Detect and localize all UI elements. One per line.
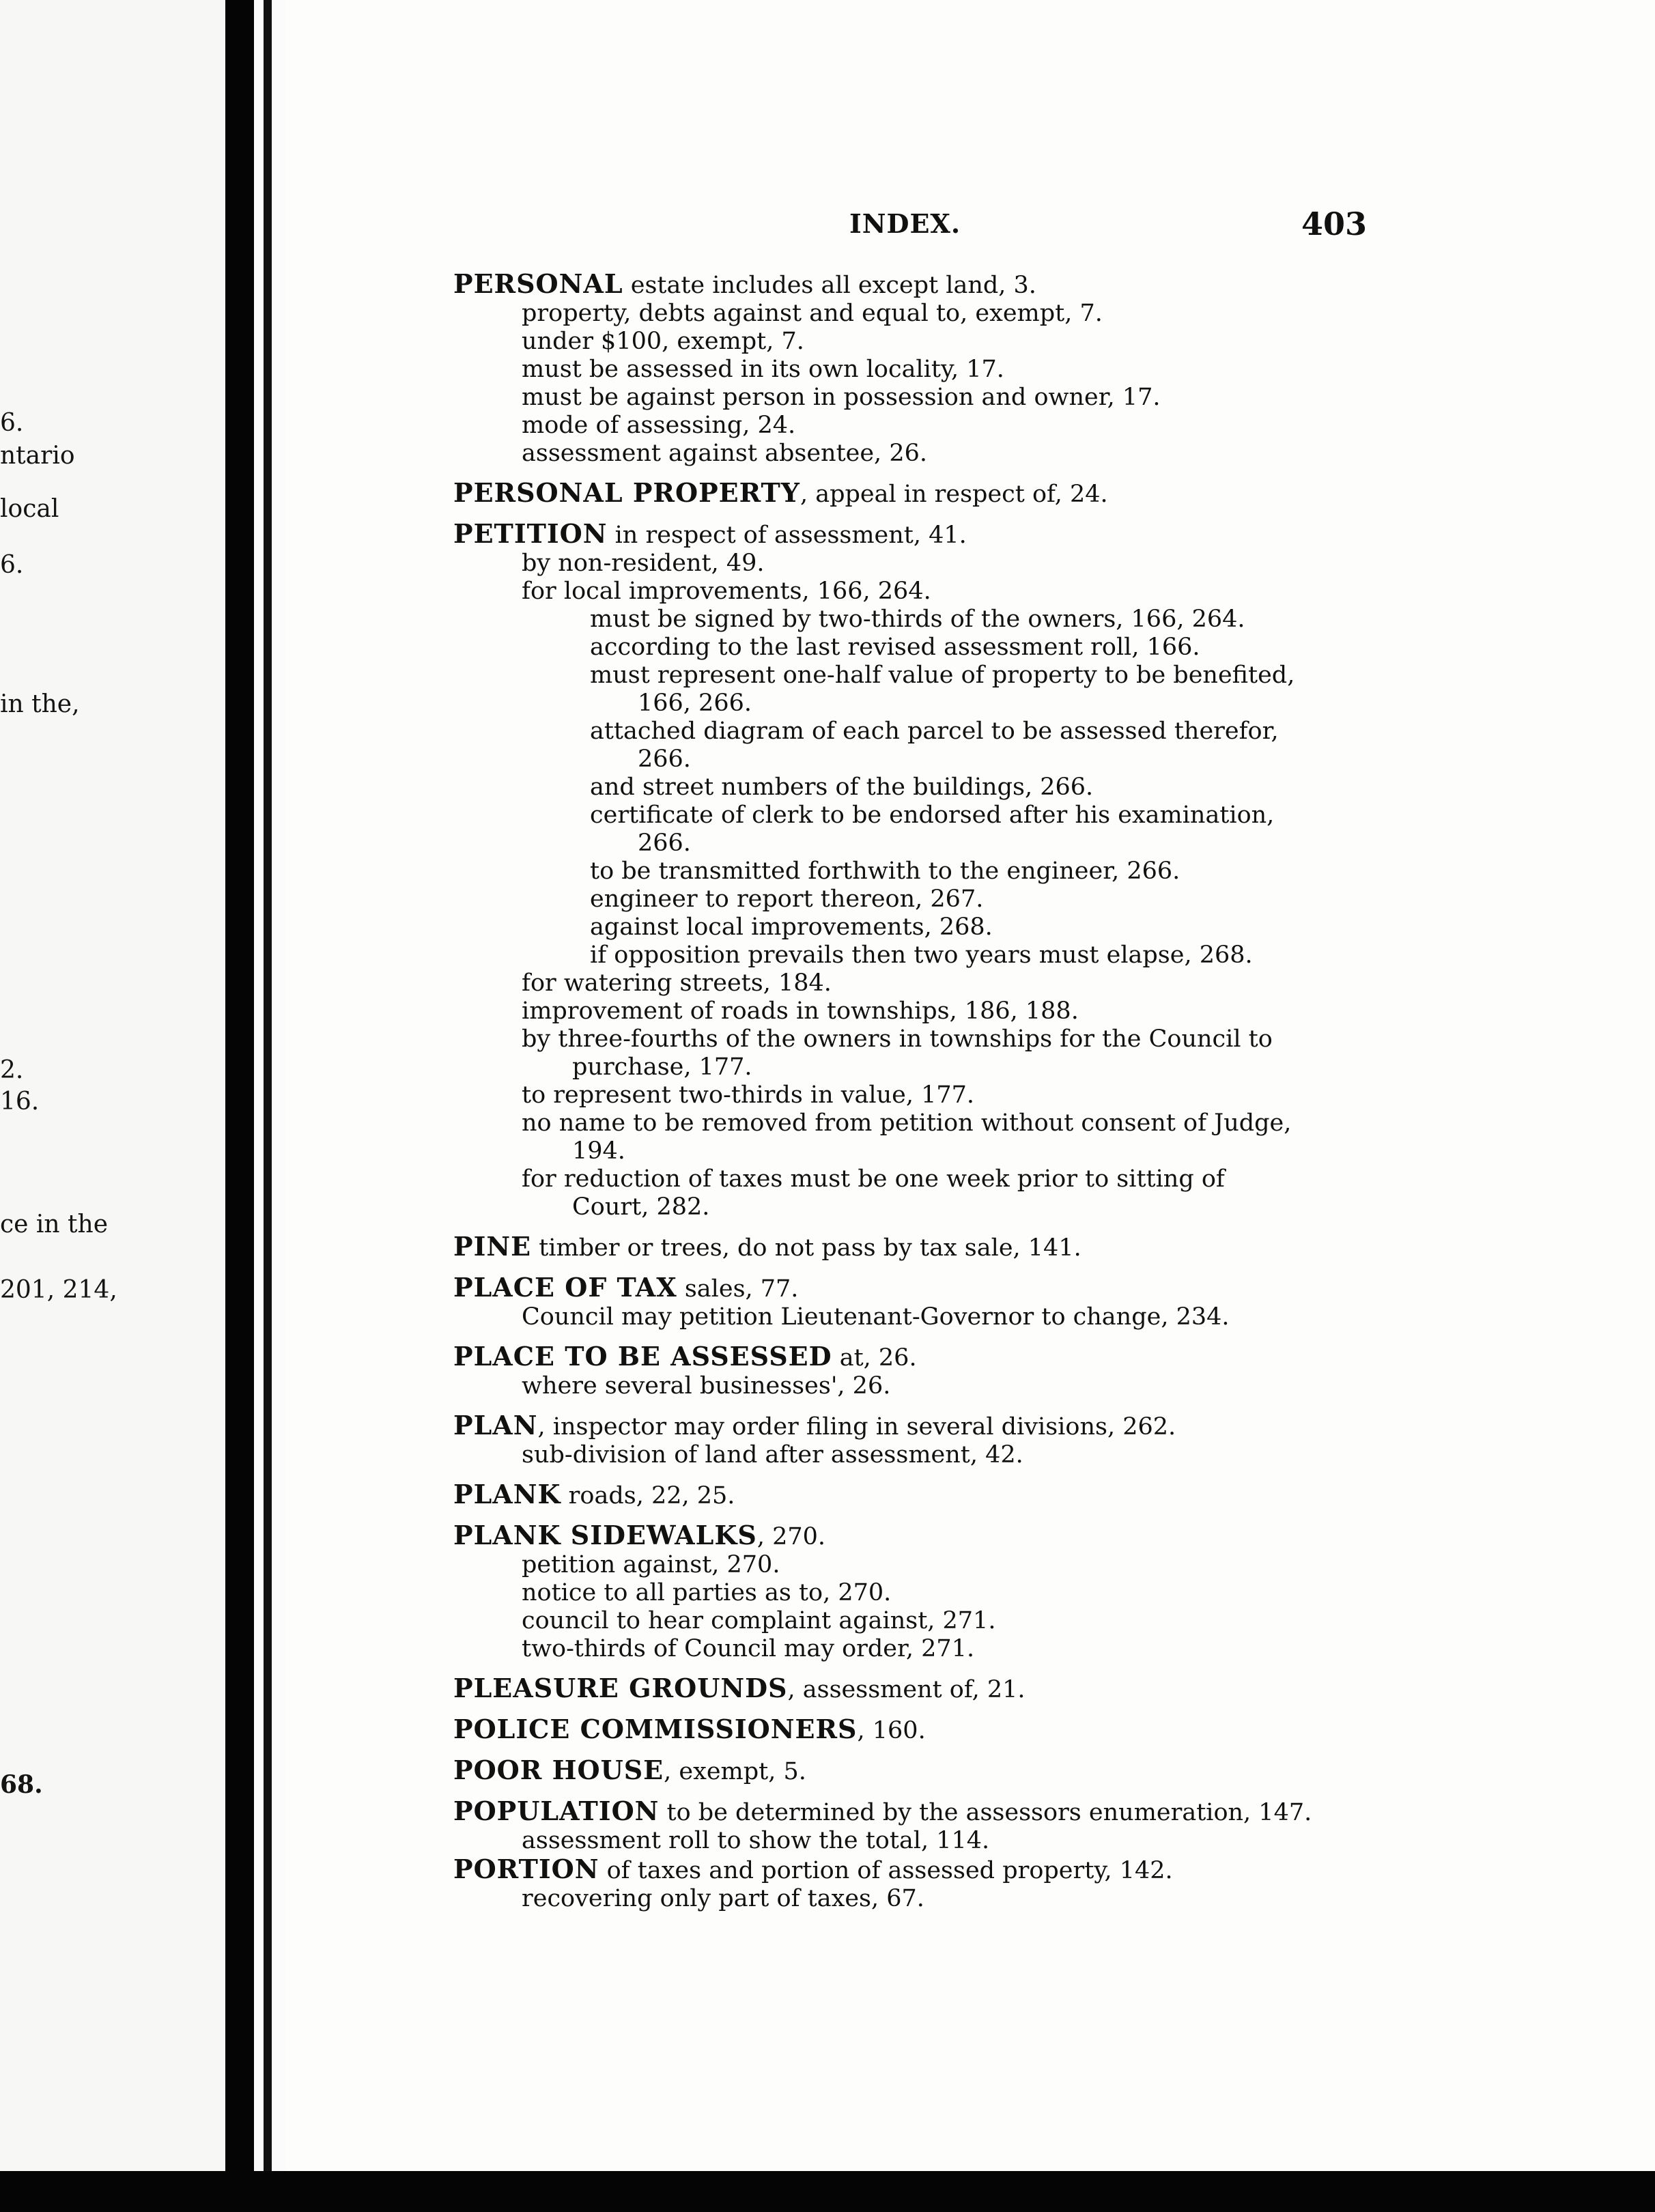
sub-entry: no name to be removed from petition without consent of Judge,	[522, 1109, 1292, 1137]
entry-heading: PERSONAL	[453, 268, 623, 299]
sub-sub-entry: attached diagram of each parcel to be assessed therefor,	[590, 718, 1279, 745]
left-fragment: in the,	[0, 690, 80, 718]
sub-entry: for watering streets, 184.	[522, 969, 832, 997]
entry-heading: PERSONAL PROPERTY	[453, 477, 800, 508]
sub-sub-entry: against local improvements, 268.	[590, 913, 993, 941]
index-entry	[453, 1273, 1655, 1303]
sub-entry: by three-fourths of the owners in townships for the Council to	[522, 1025, 1273, 1053]
entry-text: , assessment of, 21.	[787, 1676, 1025, 1703]
left-fragment: 68.	[0, 1770, 43, 1799]
left-fragment: 201, 214,	[0, 1276, 117, 1304]
entry-continuation: 266.	[638, 830, 691, 857]
index-page	[285, 0, 1655, 2212]
index-entry	[453, 1232, 1655, 1262]
sub-sub-entry: and street numbers of the buildings, 266.	[590, 774, 1094, 801]
sub-entry: for reduction of taxes must be one week prior to sitting of	[522, 1165, 1225, 1193]
entry-continuation: 266.	[638, 746, 691, 773]
sub-entry: property, debts against and equal to, exempt, 7.	[522, 300, 1103, 327]
sub-entry: for local improvements, 166, 264.	[522, 578, 931, 605]
entry-continuation: Court, 282.	[572, 1193, 710, 1221]
entry-text: , 270.	[756, 1523, 826, 1550]
sub-sub-entry: certificate of clerk to be endorsed after his examination,	[590, 802, 1275, 829]
gutter-edge-line	[264, 0, 272, 2212]
left-fragment: ntario	[0, 442, 75, 470]
index-entry	[453, 270, 1655, 300]
entry-text: estate includes all except land, 3.	[623, 272, 1036, 299]
sub-sub-entry: must represent one-half value of property to be benefited,	[590, 662, 1295, 689]
left-fragment: 6.	[0, 409, 24, 437]
entry-text: roads, 22, 25.	[561, 1482, 735, 1509]
entry-heading: PLAN	[453, 1410, 538, 1441]
left-facing-page	[0, 0, 225, 2185]
running-title: INDEX.	[849, 208, 961, 239]
index-entry	[453, 479, 1655, 509]
index-entry	[453, 520, 1655, 550]
sub-entry: improvement of roads in townships, 186, 188.	[522, 997, 1079, 1025]
sub-sub-entry: must be signed by two-thirds of the owners, 166, 264.	[590, 606, 1245, 633]
index-entry	[453, 1411, 1655, 1441]
sub-entry: assessment roll to show the total, 114.	[522, 1827, 990, 1854]
entry-heading: PORTION	[453, 1854, 599, 1884]
entry-text: in respect of assessment, 41.	[607, 522, 967, 549]
entry-text: , exempt, 5.	[664, 1758, 806, 1785]
index-entry	[453, 1756, 1655, 1786]
sub-sub-entry: to be transmitted forthwith to the engineer, 266.	[590, 857, 1180, 885]
entry-text: to be determined by the assessors enumeration, 147.	[659, 1799, 1312, 1826]
entry-text: of taxes and portion of assessed property, 142.	[599, 1857, 1173, 1884]
index-entry	[453, 1480, 1655, 1510]
left-fragment: 16.	[0, 1088, 40, 1116]
sub-entry: notice to all parties as to, 270.	[522, 1579, 892, 1606]
sub-entry: two-thirds of Council may order, 271.	[522, 1635, 975, 1662]
scan-bottom-edge	[0, 2171, 1655, 2212]
entry-heading: PLACE OF TAX	[453, 1272, 677, 1303]
sub-sub-entry: if opposition prevails then two years must elapse, 268.	[590, 941, 1253, 969]
left-fragment: 6.	[0, 551, 24, 579]
book-gutter	[225, 0, 254, 2212]
sub-entry: Council may petition Lieutenant-Governor to change, 234.	[522, 1303, 1230, 1331]
entry-heading: PLANK	[453, 1479, 561, 1509]
index-entry	[453, 1342, 1655, 1372]
index-entry	[453, 1674, 1655, 1704]
entry-heading: POLICE COMMISSIONERS	[453, 1714, 858, 1744]
sub-entry: council to hear complaint against, 271.	[522, 1607, 996, 1634]
sub-entry: under $100, exempt, 7.	[522, 328, 804, 355]
sub-entry: where several businesses', 26.	[522, 1372, 891, 1400]
page-header	[285, 205, 1655, 249]
sub-entry: by non-resident, 49.	[522, 550, 765, 577]
entry-text: , 160.	[857, 1717, 926, 1744]
entry-continuation: 194.	[572, 1137, 625, 1165]
index-entry	[453, 1797, 1655, 1827]
index-entries	[285, 270, 1655, 1913]
page-number: 403	[1301, 205, 1368, 242]
entry-text: sales, 77.	[677, 1275, 799, 1303]
entry-text: at, 26.	[832, 1344, 917, 1372]
sub-entry: recovering only part of taxes, 67.	[522, 1885, 924, 1912]
index-entry	[453, 1521, 1655, 1551]
sub-entry: must be assessed in its own locality, 17.	[522, 356, 1004, 383]
entry-heading: PLEASURE GROUNDS	[453, 1673, 788, 1703]
sub-entry: must be against person in possession and owner, 17.	[522, 384, 1161, 411]
sub-entry: mode of assessing, 24.	[522, 412, 796, 439]
left-fragment: ce in the	[0, 1210, 109, 1238]
sub-entry: assessment against absentee, 26.	[522, 440, 927, 467]
entry-heading: PINE	[453, 1231, 532, 1262]
sub-entry: to represent two-thirds in value, 177.	[522, 1081, 975, 1109]
sub-sub-entry: engineer to report thereon, 267.	[590, 885, 984, 913]
left-fragment: local	[0, 495, 59, 523]
entry-heading: POOR HOUSE	[453, 1755, 664, 1785]
entry-text: , inspector may order filing in several divisions, 262.	[537, 1413, 1176, 1441]
entry-heading: PETITION	[453, 518, 608, 549]
entry-continuation: purchase, 177.	[572, 1053, 752, 1081]
left-fragment: 2.	[0, 1056, 24, 1084]
entry-text: timber or trees, do not pass by tax sale, 141.	[531, 1234, 1081, 1262]
index-entry	[453, 1855, 1655, 1885]
entry-text: , appeal in respect of, 24.	[800, 481, 1108, 508]
index-entry	[453, 1715, 1655, 1745]
sub-entry: sub-division of land after assessment, 42.	[522, 1441, 1023, 1469]
entry-heading: POPULATION	[453, 1796, 660, 1826]
entry-heading: PLANK SIDEWALKS	[453, 1520, 757, 1550]
sub-sub-entry: according to the last revised assessment roll, 166.	[590, 634, 1200, 661]
entry-heading: PLACE TO BE ASSESSED	[453, 1341, 832, 1372]
sub-entry: petition against, 270.	[522, 1551, 780, 1578]
entry-continuation: 166, 266.	[638, 690, 752, 717]
